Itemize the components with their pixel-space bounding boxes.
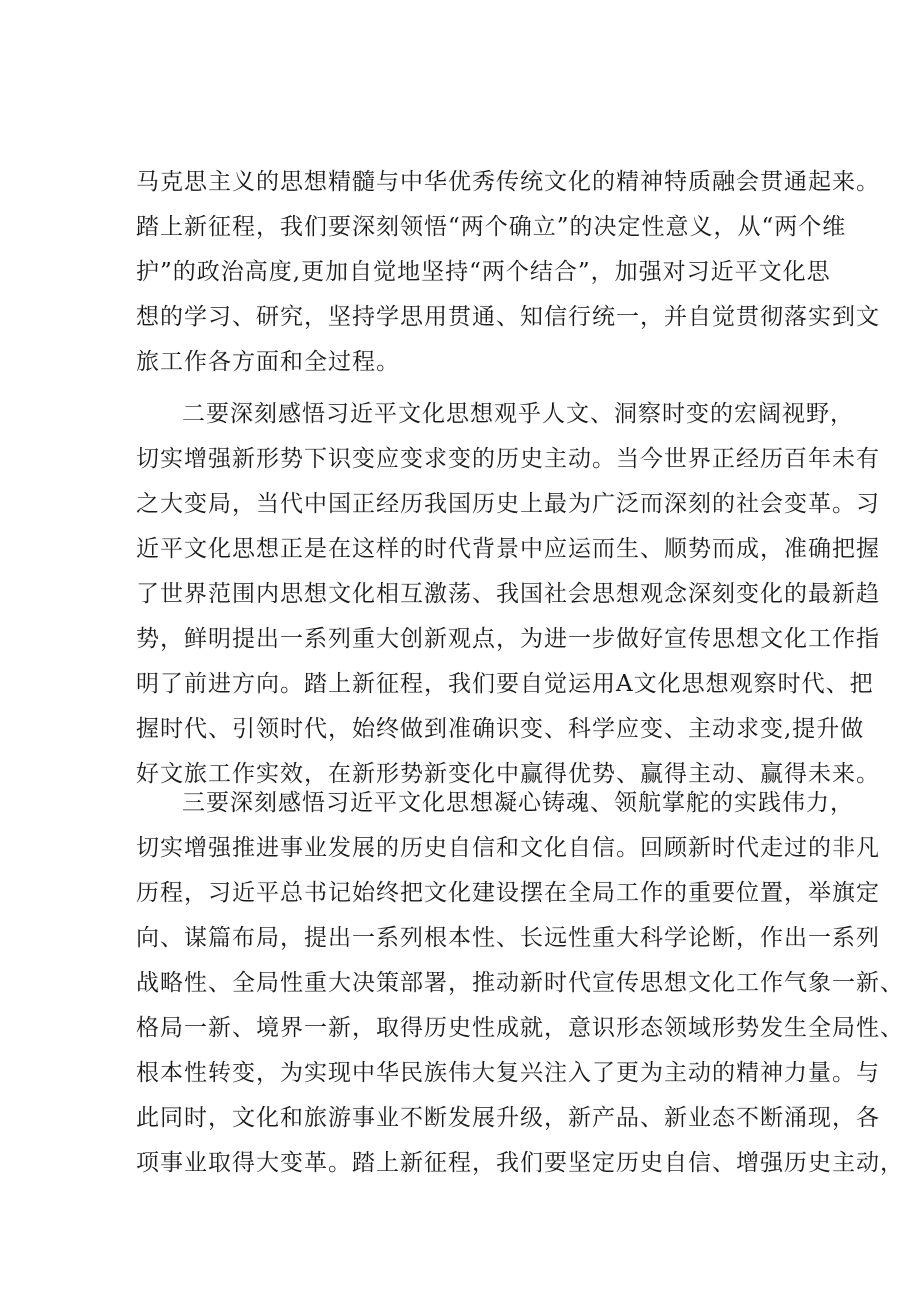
paragraph-line: 项事业取得大变革。踏上新征程，我们要坚定历史自信、增强历史主动， [136,1150,904,1176]
paragraph-line: 了世界范围内思想文化相互激荡、我国社会思想观念深刻变化的最新趋 [136,581,880,607]
paragraph-line: 马克思主义的思想精髓与中华优秀传统文化的精神特质融会贯通起来。 [136,169,880,195]
paragraph-line: 切实增强推进事业发展的历史自信和文化自信。回顾新时代走过的非凡 [136,835,880,861]
paragraph-line: 格局一新、境界一新，取得历史性成就，意识形态领域形势发生全局性、 [136,1015,904,1041]
paragraph-line: 近平文化思想正是在这样的时代背景中应运而生、顺势而成，准确把握 [136,536,880,562]
paragraph-line: 战略性、全局性重大决策部署，推动新时代宣传思想文化工作气象一新、 [136,970,904,996]
paragraph-line: 想的学习、研究，坚持学思用贯通、知信行统一，并自觉贯彻落实到文 [136,304,880,330]
paragraph-line: 根本性转变，为实现中华民族伟大复兴注入了更为主动的精神力量。与 [136,1060,880,1086]
paragraph-line: 历程，习近平总书记始终把文化建设摆在全局工作的重要位置，举旗定 [136,880,880,906]
paragraph-2 [136,392,880,797]
paragraph-3 [136,781,904,1186]
paragraph-line: 二要深刻感悟习近平文化思想观乎人文、洞察时变的宏阔视野， [182,401,854,427]
paragraph-line: 明了前进方向。踏上新征程，我们要自觉运用A文化思想观察时代、把 [136,671,874,697]
paragraph-line: 护”的政治高度,更加自觉地坚持“两个结合”，加强对习近平文化思 [136,259,831,285]
paragraph-line: 旅工作各方面和全过程。 [136,349,400,375]
paragraph-line: 好文旅工作实效，在新形势新变化中赢得优势、赢得主动、赢得未来。 [136,761,880,787]
paragraph-1 [136,160,880,385]
paragraph-line: 向、谋篇布局，提出一系列根本性、长远性重大科学论断，作出一系列 [136,925,880,951]
paragraph-line: 握时代、引领时代，始终做到准确识变、科学应变、主动求变,提升做 [136,716,865,742]
paragraph-line: 踏上新征程，我们要深刻领悟“两个确立”的决定性意义，从“两个维 [136,214,847,240]
paragraph-line: 之大变局，当代中国正经历我国历史上最为广泛而深刻的社会变革。习 [136,491,880,517]
paragraph-line: 势，鲜明提出一系列重大创新观点，为进一步做好宣传思想文化工作指 [136,626,880,652]
paragraph-line: 切实增强新形势下识变应变求变的历史主动。当今世界正经历百年未有 [136,446,880,472]
paragraph-line: 三要深刻感悟习近平文化思想凝心铸魂、领航掌舵的实践伟力， [182,790,854,816]
paragraph-line: 此同时，文化和旅游事业不断发展升级，新产品、新业态不断涌现，各 [136,1105,880,1131]
